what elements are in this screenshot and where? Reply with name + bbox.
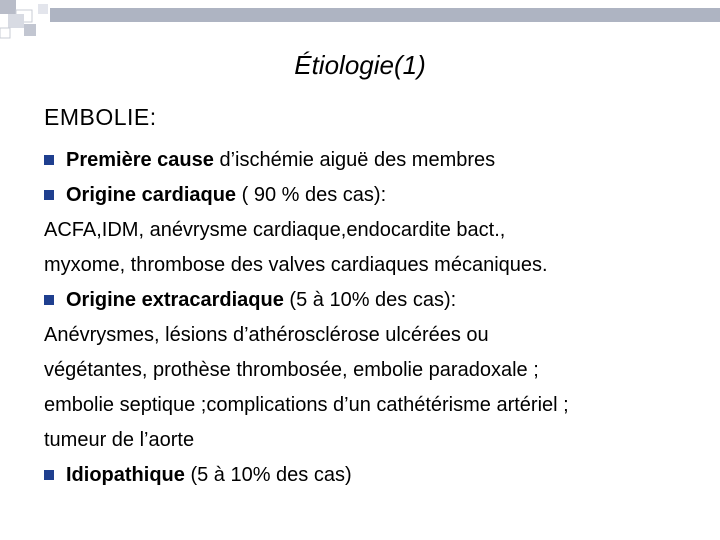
text-line: ACFA,IDM, anévrysme cardiaque,endocardite bact.,	[44, 219, 506, 241]
text-line: embolie septique ;complications d’un cathétérisme artériel ;	[44, 394, 569, 416]
header-bar	[50, 8, 720, 22]
bullet-text: (5 à 10% des cas)	[184, 464, 352, 486]
bullet-label: Première cause	[66, 149, 214, 171]
bullet-item	[44, 178, 704, 213]
bullet-item	[44, 143, 704, 178]
bullet-text: (5 à 10% des cas):	[283, 289, 457, 311]
square-bullet-icon	[44, 470, 54, 480]
square-bullet-icon	[44, 155, 54, 165]
text-line: tumeur de l’aorte	[44, 429, 195, 451]
slide-body	[44, 104, 704, 493]
text-line: Anévrysmes, lésions d’athérosclérose ulcérées ou	[44, 324, 489, 346]
text-line: myxome, thrombose des valves cardiaques mécaniques.	[44, 254, 548, 276]
bullet-label: Idiopathique	[66, 464, 185, 486]
deco-square	[24, 24, 36, 36]
text-line: végétantes, prothèse thrombosée, embolie paradoxale ;	[44, 359, 539, 381]
deco-square	[38, 4, 48, 14]
bullet-label: Origine extracardiaque	[66, 289, 284, 311]
bullet-text: ( 90 % des cas):	[236, 184, 387, 206]
bullet-label: Origine cardiaque	[66, 184, 237, 206]
slide-title: Étiologie(1)	[294, 50, 426, 80]
bullet-item	[44, 283, 704, 318]
deco-square	[8, 14, 24, 28]
square-bullet-icon	[44, 295, 54, 305]
deco-square	[0, 28, 10, 38]
square-bullet-icon	[44, 190, 54, 200]
deco-square	[0, 0, 16, 14]
section-heading: EMBOLIE:	[44, 104, 157, 130]
bullet-text: d’ischémie aiguë des membres	[213, 149, 496, 171]
bullet-item	[44, 458, 704, 493]
